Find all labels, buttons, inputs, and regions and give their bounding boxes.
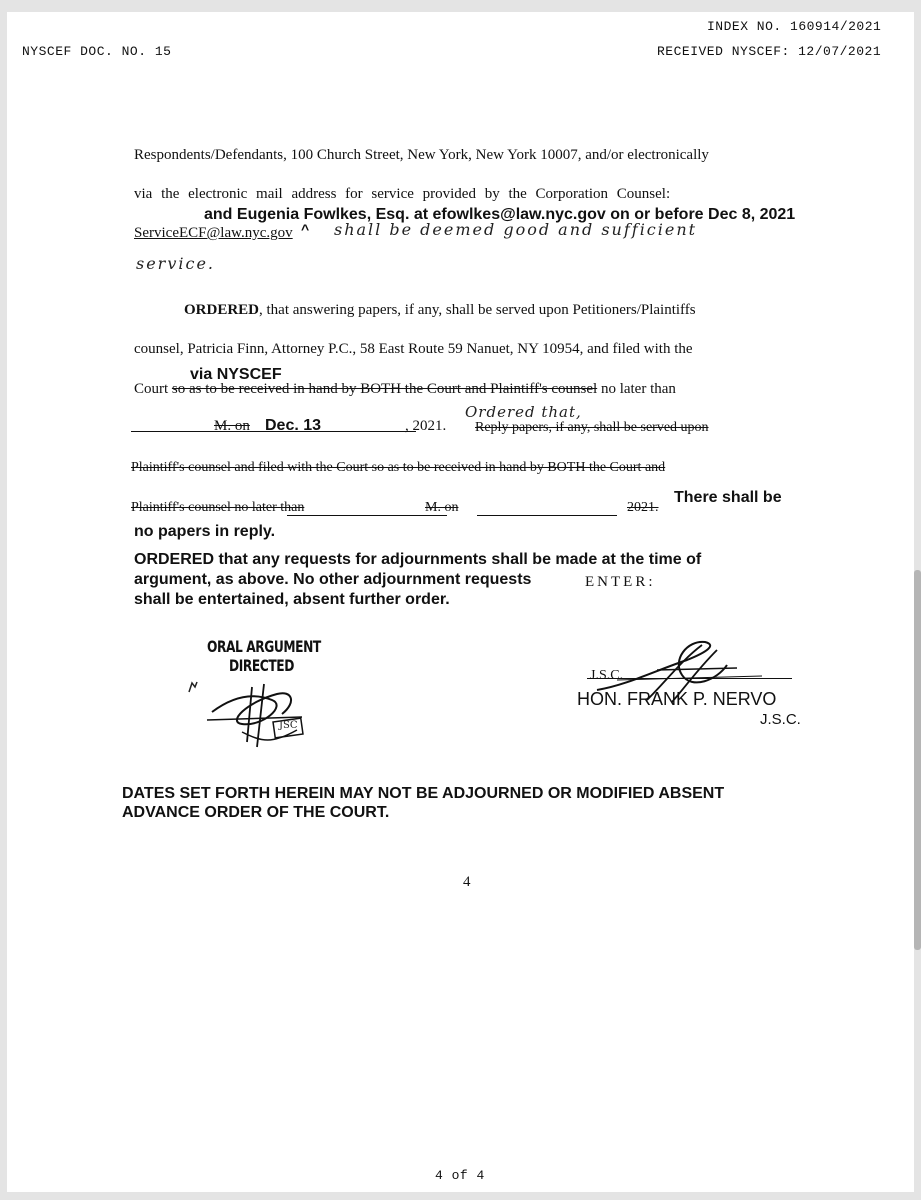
stamp-signature	[202, 672, 312, 752]
court-word: Court	[134, 381, 169, 397]
blank-line	[477, 515, 617, 516]
inserted-date: Dec. 13	[265, 417, 322, 434]
inserted-adjournment: ORDERED that any requests for adjournments shall be made at the time of	[134, 551, 702, 568]
handwritten-note: Ordered that,	[465, 403, 582, 421]
nyscef-doc-number: NYSCEF DOC. NO. 15	[22, 44, 172, 59]
blank-line	[287, 515, 447, 516]
service-email: ServiceECF@law.nyc.gov	[134, 225, 293, 241]
struck-text: Plaintiff's counsel and filed with the Court so as to be received in hand by BOTH the Court and	[131, 460, 666, 475]
inserted-no-reply: no papers in reply.	[134, 523, 276, 540]
jsc-small-label: J.S.C.	[590, 668, 624, 683]
stamp-line: DIRECTED	[229, 656, 294, 675]
received-date: RECEIVED NYSCEF: 12/07/2021	[657, 44, 882, 59]
inserted-no-reply: There shall be	[674, 489, 782, 506]
inserted-adjournment: argument, as above. No other adjournment requests	[134, 571, 532, 588]
stamp-initials: JSC	[279, 720, 298, 731]
ordered-text: , that answering papers, if any, shall be served upon Petitioners/Plaintiffs	[259, 302, 696, 318]
document-page	[7, 12, 914, 1192]
pen-mark-icon	[188, 680, 198, 692]
year-text: , 2021.	[405, 418, 447, 434]
body-line	[134, 381, 676, 398]
struck-text: Reply papers, if any, shall be served upon	[475, 420, 709, 435]
enter-label: ENTER:	[585, 574, 656, 590]
notice-line: DATES SET FORTH HEREIN MAY NOT BE ADJOURNED OR MODIFIED ABSENT	[122, 785, 725, 802]
struck-text: so as to be received in hand by BOTH the Court and Plaintiff's counsel	[171, 381, 598, 397]
inserted-adjournment: shall be entertained, absent further order.	[134, 591, 450, 608]
struck-text: 2021.	[627, 500, 659, 515]
struck-text: Plaintiff's counsel no later than	[131, 500, 305, 515]
handwritten-note: service.	[136, 254, 215, 273]
struck-text: M. on	[214, 418, 250, 434]
handwritten-note: shall be deemed good and sufficient	[334, 220, 698, 239]
page-count: 4 of 4	[435, 1168, 485, 1183]
insertion-caret: ^	[301, 221, 310, 237]
index-number: INDEX NO. 160914/2021	[707, 19, 882, 34]
stamp-line: ORAL ARGUMENT	[207, 637, 321, 656]
oral-argument-stamp	[207, 637, 367, 675]
struck-text: M. on	[425, 500, 459, 515]
judge-title: J.S.C.	[760, 711, 801, 728]
judge-name: HON. FRANK P. NERVO	[577, 689, 777, 709]
inserted-email-text: and Eugenia Fowlkes, Esq. at efowlkes@law.nyc.gov on or before Dec 8, 2021	[204, 206, 796, 223]
body-line: counsel, Patricia Finn, Attorney P.C., 58 East Route 59 Nanuet, NY 10954, and filed with the	[134, 341, 693, 357]
no-later-than: no later than	[600, 381, 676, 397]
body-line: via the electronic mail address for service provided by the Corporation Counsel:	[134, 186, 671, 202]
inserted-nyscef: via NYSCEF	[190, 366, 282, 383]
body-line: Respondents/Defendants, 100 Church Street, New York, New York 10007, and/or electronically	[134, 147, 709, 163]
page-number: 4	[463, 874, 471, 890]
notice-line: ADVANCE ORDER OF THE COURT.	[122, 804, 390, 821]
ordered-keyword: ORDERED	[184, 302, 260, 318]
scrollbar[interactable]	[914, 570, 921, 950]
ordered-paragraph	[184, 302, 696, 319]
